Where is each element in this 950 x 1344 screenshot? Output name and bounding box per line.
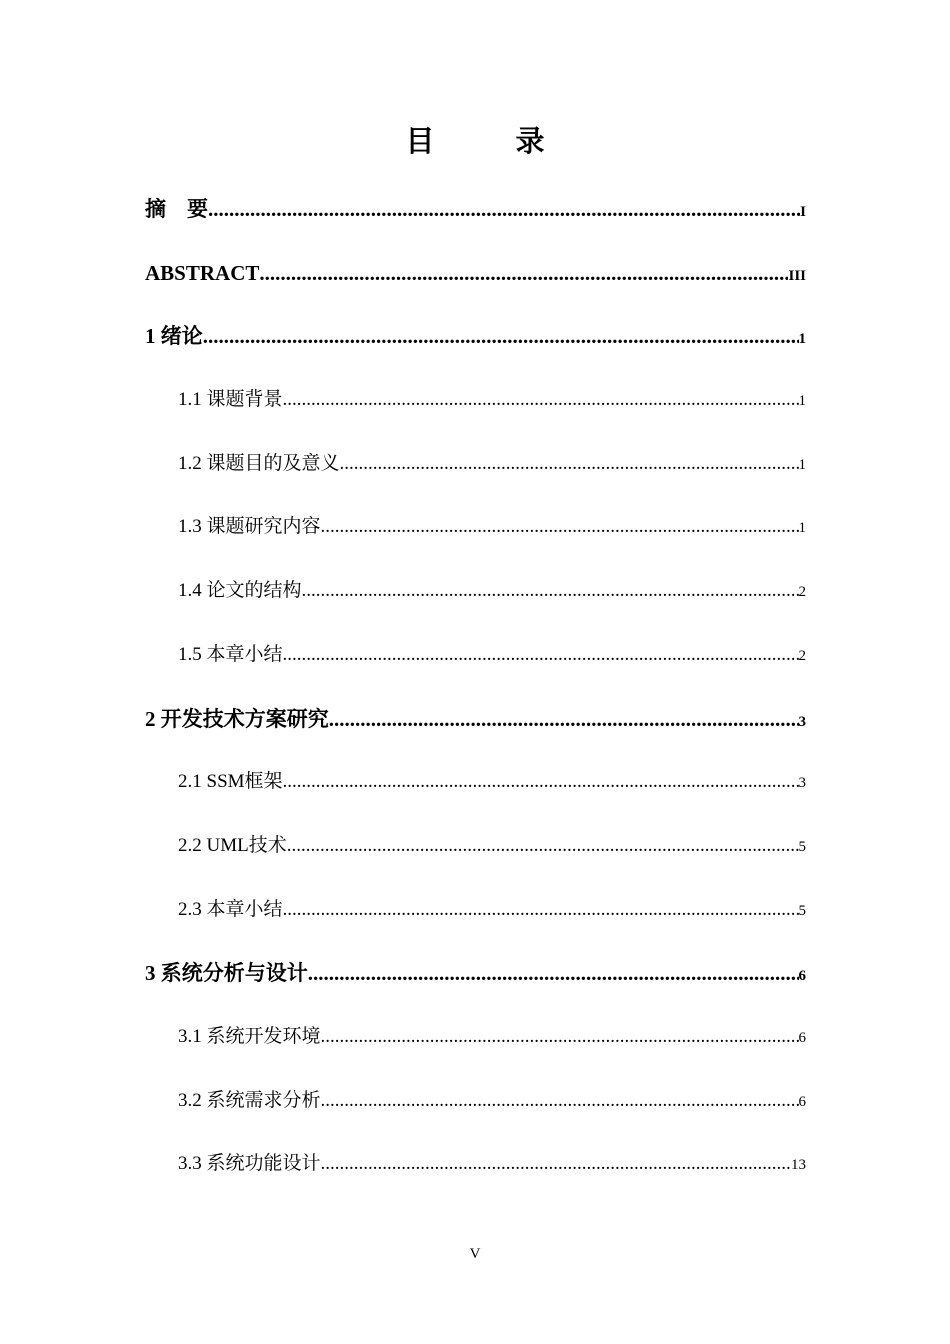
toc-entry-section-3-1[interactable] bbox=[145, 1014, 806, 1078]
toc-entry-page: 3 bbox=[798, 713, 806, 730]
toc-dot-leader bbox=[321, 1078, 799, 1124]
table-of-contents bbox=[145, 186, 806, 1205]
toc-dot-leader bbox=[283, 887, 799, 933]
toc-entry-section-1-4[interactable] bbox=[145, 568, 806, 632]
toc-entry-section-3-2[interactable] bbox=[145, 1078, 806, 1142]
toc-entry-section-2-2[interactable] bbox=[145, 823, 806, 887]
toc-entry-label: 1.1 课题背景 bbox=[178, 389, 283, 411]
toc-entry-section-3-3[interactable] bbox=[145, 1141, 806, 1205]
toc-entry-page: 2 bbox=[798, 647, 806, 664]
toc-entry-section-2-1[interactable] bbox=[145, 759, 806, 823]
toc-entry-label: ABSTRACT bbox=[145, 260, 260, 285]
toc-entry-section-2-3[interactable] bbox=[145, 887, 806, 951]
toc-entry-page: 13 bbox=[791, 1157, 806, 1174]
toc-entry-chapter-2[interactable] bbox=[145, 696, 806, 760]
toc-entry-label: 3.2 系统需求分析 bbox=[178, 1089, 321, 1111]
toc-entry-section-1-2[interactable] bbox=[145, 441, 806, 505]
toc-entry-label: 3.1 系统开发环境 bbox=[178, 1025, 321, 1047]
toc-dot-leader bbox=[283, 632, 799, 678]
toc-dot-leader bbox=[321, 1141, 791, 1187]
toc-entry-page: 5 bbox=[798, 838, 806, 855]
toc-entry-page: 1 bbox=[798, 331, 806, 348]
toc-entry-page: 3 bbox=[798, 775, 806, 792]
toc-entry-label: 1.2 课题目的及意义 bbox=[178, 452, 340, 474]
toc-entry-page: 2 bbox=[798, 584, 806, 601]
toc-dot-leader bbox=[302, 568, 799, 614]
toc-dot-leader bbox=[203, 313, 799, 359]
toc-entry-page: 6 bbox=[798, 1029, 806, 1046]
toc-entry-label: 1.5 本章小结 bbox=[178, 643, 283, 665]
toc-entry-section-1-3[interactable] bbox=[145, 504, 806, 568]
toc-dot-leader bbox=[208, 186, 800, 232]
toc-entry-label: 1 绪论 bbox=[145, 324, 203, 349]
toc-dot-leader bbox=[283, 759, 799, 805]
footer-page-number: V bbox=[469, 1246, 481, 1262]
toc-entry-section-1-1[interactable] bbox=[145, 377, 806, 441]
toc-title: 目 录 bbox=[405, 126, 571, 158]
toc-entry-page: 1 bbox=[798, 520, 806, 537]
toc-entry-abstract-cn[interactable] bbox=[145, 186, 806, 250]
toc-entry-label: 1.3 课题研究内容 bbox=[178, 516, 321, 538]
toc-entry-abstract-en[interactable] bbox=[145, 250, 806, 314]
toc-entry-label: 2.2 UML技术 bbox=[178, 834, 287, 856]
toc-entry-page: 6 bbox=[798, 1093, 806, 1110]
toc-entry-label: 1.4 论文的结构 bbox=[178, 580, 302, 602]
toc-dot-leader bbox=[283, 377, 799, 423]
toc-entry-section-1-5[interactable] bbox=[145, 632, 806, 696]
toc-entry-page: 6 bbox=[798, 968, 806, 985]
toc-entry-label: 3 系统分析与设计 bbox=[145, 961, 308, 986]
toc-entry-label: 摘 要 bbox=[145, 197, 208, 221]
toc-dot-leader bbox=[329, 696, 799, 742]
toc-entry-chapter-1[interactable] bbox=[145, 313, 806, 377]
toc-entry-label: 2 开发技术方案研究 bbox=[145, 706, 329, 731]
toc-entry-page: I bbox=[800, 204, 806, 220]
toc-dot-leader bbox=[259, 250, 788, 296]
toc-entry-page: 1 bbox=[798, 456, 806, 473]
toc-dot-leader bbox=[340, 441, 799, 487]
toc-entry-chapter-3[interactable] bbox=[145, 950, 806, 1014]
toc-entry-label: 2.3 本章小结 bbox=[178, 898, 283, 920]
toc-dot-leader bbox=[321, 1014, 799, 1060]
toc-entry-page: III bbox=[788, 267, 806, 284]
toc-entry-page: 5 bbox=[798, 902, 806, 919]
toc-entry-label: 3.3 系统功能设计 bbox=[178, 1153, 321, 1175]
toc-entry-page: 1 bbox=[798, 393, 806, 410]
toc-dot-leader bbox=[308, 950, 799, 996]
toc-dot-leader bbox=[287, 823, 799, 869]
toc-entry-label: 2.1 SSM框架 bbox=[178, 771, 283, 793]
toc-dot-leader bbox=[321, 504, 799, 550]
